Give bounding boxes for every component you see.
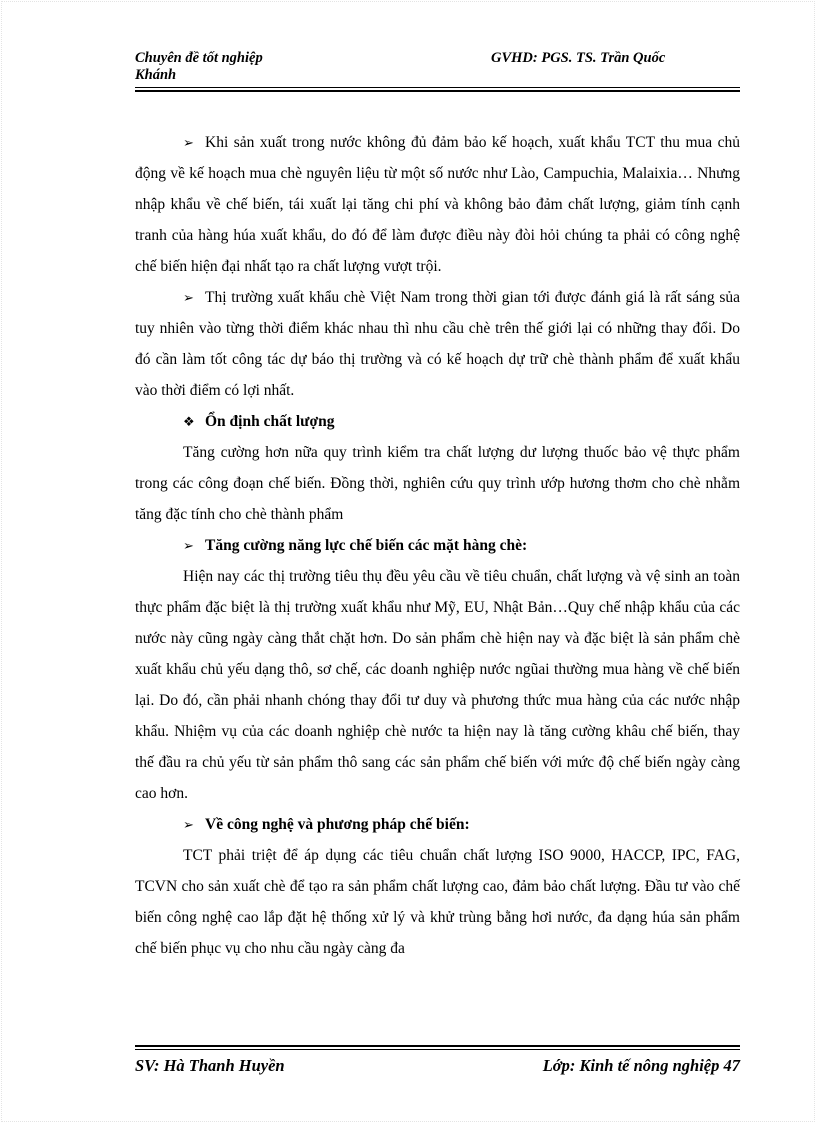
heading-text: Tăng cường năng lực chế biến các mặt hàng chè: (205, 537, 528, 554)
paragraph-text: Hiện nay các thị trường tiêu thụ đều yêu cầu về tiêu chuẩn, chất lượng và vệ sinh an toàn thực phẩm đặc biệt là thị trường xuất khẩu như Mỹ, EU, Nhật Bản…Quy chế nhập khẩu của các nước này cũng ngày càng thắt chặt hơn. Do sản phẩm chè hiện nay và đặc biệt là sản phẩm chè xuất khẩu chủ yếu dạng thô, sơ chế, các doanh nghiệp nước ngũai thường mua hàng về chế biến lại. Do đó, cần phải nhanh chóng thay đổi tư duy và phương thức mua hàng của các nước nhập khẩu. Nhiệm vụ của các doanh nghiệp chè nước ta hiện nay là tăng cường khâu chế biến, thay thế đầu ra chủ yếu từ sản phẩm thô sang các sản phẩm chế biến với mức độ chế biến ngày càng cao hơn. (135, 568, 740, 802)
header-rule-thin (135, 87, 740, 88)
header-rule-thick (135, 90, 740, 92)
arrow-bullet-icon: ➢ (183, 290, 194, 305)
heading-processing-capacity (135, 530, 740, 561)
paragraph-text: Khi sản xuất trong nước không đủ đảm bảo kế hoạch, xuất khẩu TCT thu mua chủ động về kế hoạch mua chè nguyên liệu từ một số nước như Lào, Campuchia, Malaixia… Nhưng nhập khẩu về chế biến, tái xuất lại tăng chi phí và không bảo đảm chất lượng, giảm tính cạnh tranh của hàng húa xuất khẩu, do đó để làm được điều này đòi hỏi chúng ta phải có công nghệ chế biến hiện đại nhất tạo ra chất lượng vượt trội. (135, 134, 740, 275)
diamond-bullet-icon: ❖ (183, 414, 195, 429)
paragraph-text: Tăng cường hơn nữa quy trình kiểm tra chất lượng dư lượng thuốc bảo vệ thực phẩm trong các công đoạn chế biến. Đồng thời, nghiên cứu quy trình ướp hương thơm cho chè nhằm tăng đặc tính cho chè thành phẩm (135, 444, 740, 523)
arrow-bullet-icon: ➢ (183, 817, 194, 832)
paragraph-processing-capacity (135, 561, 740, 809)
paragraph-quality (135, 437, 740, 530)
footer-rule-thin (135, 1049, 740, 1050)
arrow-bullet-icon: ➢ (183, 538, 194, 553)
header-title: Chuyên đề tốt nghiệp (135, 50, 263, 66)
paragraph-market (135, 282, 740, 406)
footer-class: Lớp: Kinh tế nông nghiệp 47 (542, 1056, 740, 1075)
footer-rule-thick (135, 1045, 740, 1047)
heading-text: Về công nghệ và phương pháp chế biến: (205, 816, 470, 833)
arrow-bullet-icon: ➢ (183, 135, 194, 150)
paragraph-import (135, 127, 740, 282)
paragraph-text: TCT phải triệt để áp dụng các tiêu chuẩn chất lượng ISO 9000, HACCP, IPC, FAG, TCVN cho sản xuất chè để tạo ra sản phẩm chất lượng cao, đảm bảo chất lượng. Đầu tư vào chế biến công nghệ cao lắp đặt hệ thống xử lý và khử trùng bằng hơi nước, đa dạng húa sản phẩm chế biến phục vụ cho nhu cầu ngày càng đa (135, 847, 740, 957)
page-body (135, 127, 740, 964)
heading-text: Ổn định chất lượng (205, 413, 335, 430)
header-supervisor-continued: Khánh (135, 67, 177, 83)
heading-technology (135, 809, 740, 840)
paragraph-text: Thị trường xuất khẩu chè Việt Nam trong thời gian tới được đánh giá là rất sáng sủa tuy nhiên vào từng thời điểm khác nhau thì nhu cầu chè trên thế giới lại có những thay đổi. Do đó cần làm tốt công tác dự báo thị trường và có kế hoạch dự trữ chè thành phẩm để xuất khẩu vào thời điểm có lợi nhất. (135, 289, 740, 399)
heading-quality (135, 406, 740, 437)
paragraph-technology (135, 840, 740, 964)
header-supervisor: GVHD: PGS. TS. Trần Quốc (491, 50, 666, 66)
footer-student: SV: Hà Thanh Huyền (135, 1056, 285, 1075)
